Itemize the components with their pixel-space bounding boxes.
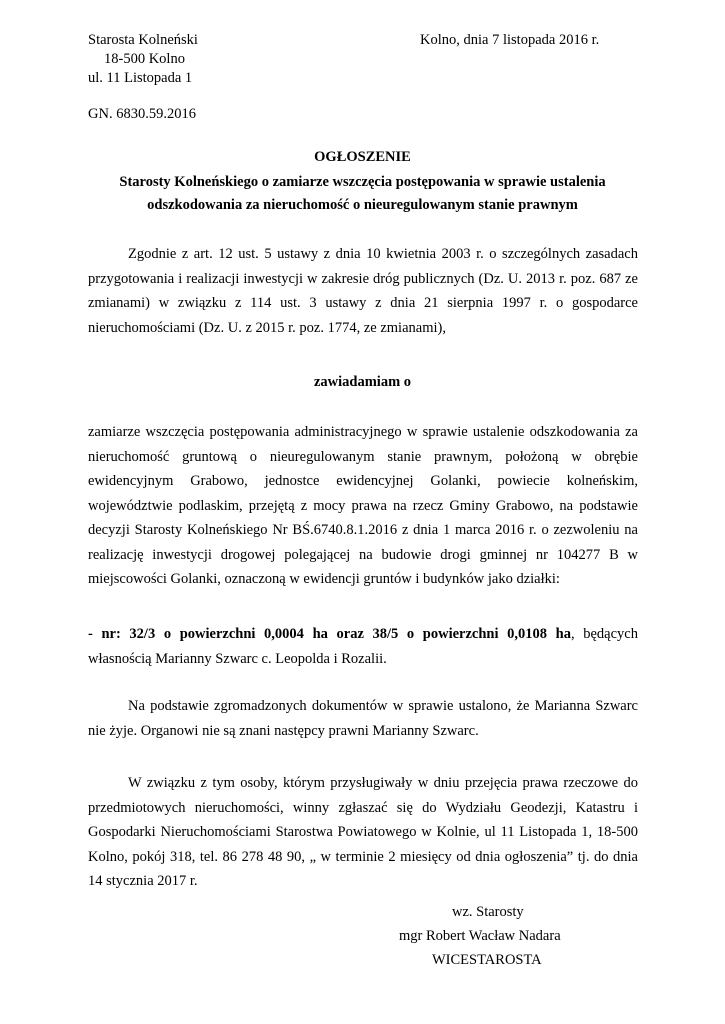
sender-name: Starosta Kolneński	[88, 32, 198, 48]
notice-heading: zawiadamiam o	[313, 374, 412, 390]
signature-name: mgr Robert Wacław Nadara	[399, 928, 561, 944]
place-and-date: Kolno, dnia 7 listopada 2016 r.	[420, 32, 600, 48]
signature-on-behalf: wz. Starosty	[452, 904, 524, 920]
parcels-numbers: - nr: 32/3 o powierzchni 0,0004 ha oraz 38/5 o powierzchni 0,0108 ha	[88, 626, 571, 642]
instructions-paragraph: W związku z tym osoby, którym przysługiwały w dniu przejęcia prawa rzeczowe do przedmiotowych nieruchomości, winny zgłaszać się do Wydziału Geodezji, Katastru i Gospodarki Nieruchomościami Starostwa Powiatowego w Kolnie, ul 11 Listopada 1, 18-500 Kolno, pokój 318, tel. 86 278 48 90, „ w terminie 2 miesięcy od dnia ogłoszenia” tj. do dnia 14 stycznia 2017 r.	[88, 775, 638, 889]
signature-title: WICESTAROSTA	[432, 952, 542, 968]
intent-paragraph: zamiarze wszczęcia postępowania administracyjnego w sprawie ustalenie odszkodowania za nieruchomość gruntową o nieuregulowanym stanie prawnym, położoną w obrębie ewidencyjnym Grabowo, jednostce ewidencyjnej Golanki, powiecie kolneńskim, województwie podlaskim, przejętą z mocy prawa na rzecz Gminy Grabowo, na podstawie decyzji Starosty Kolneńskiego Nr BŚ.6740.8.1.2016 z dnia 1 marca 2016 r. o zezwoleniu na realizację inwestycji drogowej polegającej na budowie drogi gminnej nr 104277 B w miejscowości Golanki, oznaczoną w ewidencji gruntów i budynków jako działki:	[88, 424, 638, 587]
legal-basis-paragraph: Zgodnie z art. 12 ust. 5 ustawy z dnia 10 kwietnia 2003 r. o szczególnych zasadach przygotowania i realizacji inwestycji w zakresie dróg publicznych (Dz. U. 2013 r. poz. 687 ze zmianami) w związku z 114 ust. 3 ustawy z dnia 21 sierpnia 1997 r. o gospodarce nieruchomościami (Dz. U. z 2015 r. poz. 1774, ze zmianami),	[88, 246, 638, 336]
sender-street: ul. 11 Listopada 1	[88, 70, 193, 86]
parcels-owner: , będących własnością Marianny Szwarc c. Leopolda i Rozalii.	[88, 626, 638, 667]
parcels-paragraph	[88, 622, 638, 671]
document-subtitle-line2: odszkodowania za nieruchomość o nieuregulowanym stanie prawnym	[147, 197, 578, 213]
sender-postal-code: 18-500 Kolno	[104, 51, 185, 67]
reference-number: GN. 6830.59.2016	[88, 106, 196, 122]
document-title: OGŁOSZENIE	[314, 149, 411, 165]
findings-paragraph: Na podstawie zgromadzonych dokumentów w sprawie ustalono, że Marianna Szwarc nie żyje. Organowi nie są znani następcy prawni Marianny Szwarc.	[88, 698, 638, 739]
document-subtitle-line1: Starosty Kolneńskiego o zamiarze wszczęcia postępowania w sprawie ustalenia	[119, 174, 606, 190]
